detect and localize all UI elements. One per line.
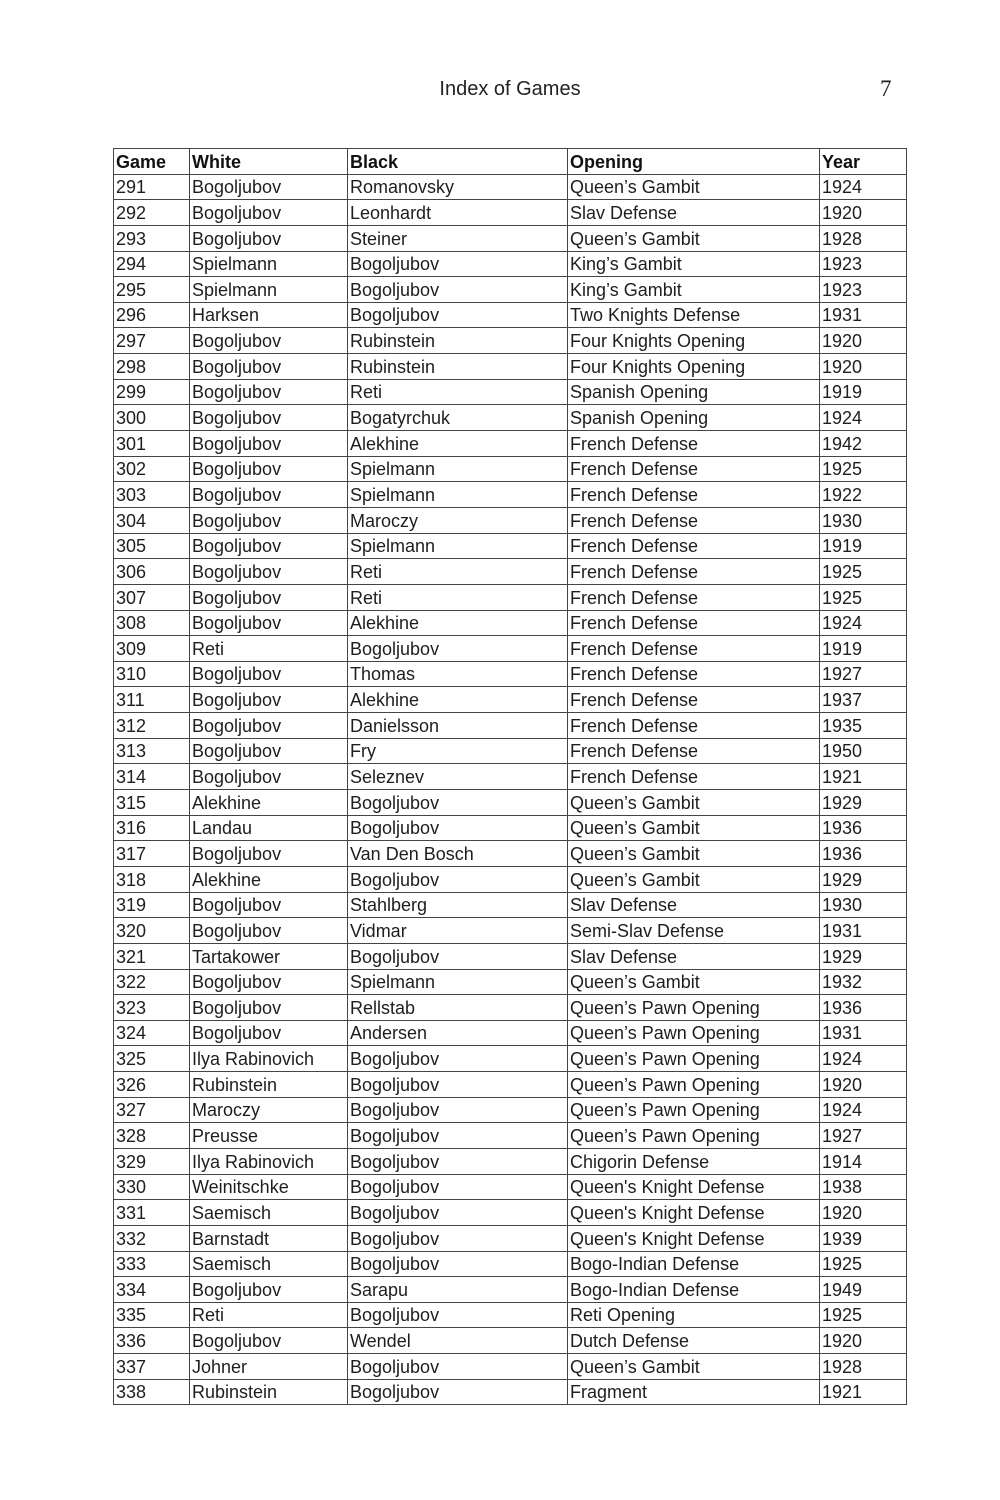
column-header-game: Game	[114, 149, 190, 175]
table-row	[114, 1379, 907, 1405]
white-player-cell: Bogoljubov	[190, 1277, 348, 1303]
year-cell: 1924	[820, 1097, 907, 1123]
table-row	[114, 328, 907, 354]
white-player-cell: Bogoljubov	[190, 174, 348, 200]
white-player-cell: Ilya Rabinovich	[190, 1046, 348, 1072]
white-player-cell: Bogoljubov	[190, 1020, 348, 1046]
black-player-cell: Bogoljubov	[348, 1072, 568, 1098]
game-number-cell: 301	[114, 431, 190, 457]
white-player-cell: Spielmann	[190, 251, 348, 277]
black-player-cell: Alekhine	[348, 431, 568, 457]
year-cell: 1919	[820, 636, 907, 662]
year-cell: 1936	[820, 995, 907, 1021]
black-player-cell: Bogoljubov	[348, 1200, 568, 1226]
white-player-cell: Bogoljubov	[190, 713, 348, 739]
black-player-cell: Bogatyrchuk	[348, 405, 568, 431]
white-player-cell: Johner	[190, 1354, 348, 1380]
game-number-cell: 295	[114, 277, 190, 303]
table-row	[114, 687, 907, 713]
opening-cell: Queen’s Pawn Opening	[568, 1123, 820, 1149]
game-number-cell: 311	[114, 687, 190, 713]
game-number-cell: 306	[114, 559, 190, 585]
opening-cell: Queen’s Gambit	[568, 969, 820, 995]
year-cell: 1920	[820, 1072, 907, 1098]
table-row	[114, 866, 907, 892]
white-player-cell: Bogoljubov	[190, 584, 348, 610]
game-number-cell: 321	[114, 943, 190, 969]
table-row	[114, 636, 907, 662]
opening-cell: Queen's Knight Defense	[568, 1225, 820, 1251]
table-row	[114, 841, 907, 867]
white-player-cell: Alekhine	[190, 790, 348, 816]
year-cell: 1928	[820, 225, 907, 251]
game-number-cell: 318	[114, 866, 190, 892]
year-cell: 1936	[820, 841, 907, 867]
year-cell: 1919	[820, 379, 907, 405]
white-player-cell: Bogoljubov	[190, 687, 348, 713]
table-row	[114, 1200, 907, 1226]
opening-cell: Queen's Knight Defense	[568, 1200, 820, 1226]
column-header-year: Year	[820, 149, 907, 175]
white-player-cell: Bogoljubov	[190, 841, 348, 867]
white-player-cell: Alekhine	[190, 866, 348, 892]
page-number: 7	[880, 76, 892, 101]
white-player-cell: Bogoljubov	[190, 610, 348, 636]
opening-cell: French Defense	[568, 559, 820, 585]
game-number-cell: 302	[114, 456, 190, 482]
year-cell: 1929	[820, 866, 907, 892]
year-cell: 1932	[820, 969, 907, 995]
table-row	[114, 790, 907, 816]
year-cell: 1949	[820, 1277, 907, 1303]
black-player-cell: Reti	[348, 559, 568, 585]
year-cell: 1938	[820, 1174, 907, 1200]
black-player-cell: Bogoljubov	[348, 636, 568, 662]
black-player-cell: Leonhardt	[348, 200, 568, 226]
year-cell: 1931	[820, 918, 907, 944]
white-player-cell: Spielmann	[190, 277, 348, 303]
column-header-opening: Opening	[568, 149, 820, 175]
white-player-cell: Bogoljubov	[190, 892, 348, 918]
opening-cell: Queen’s Pawn Opening	[568, 1020, 820, 1046]
game-number-cell: 310	[114, 661, 190, 687]
table-row	[114, 559, 907, 585]
black-player-cell: Fry	[348, 738, 568, 764]
white-player-cell: Rubinstein	[190, 1072, 348, 1098]
black-player-cell: Spielmann	[348, 456, 568, 482]
opening-cell: French Defense	[568, 764, 820, 790]
table-row	[114, 1354, 907, 1380]
opening-cell: Queen’s Gambit	[568, 815, 820, 841]
table-row	[114, 1225, 907, 1251]
black-player-cell: Steiner	[348, 225, 568, 251]
game-number-cell: 336	[114, 1328, 190, 1354]
black-player-cell: Bogoljubov	[348, 302, 568, 328]
white-player-cell: Barnstadt	[190, 1225, 348, 1251]
game-number-cell: 326	[114, 1072, 190, 1098]
opening-cell: French Defense	[568, 431, 820, 457]
white-player-cell: Bogoljubov	[190, 738, 348, 764]
table-row	[114, 815, 907, 841]
year-cell: 1920	[820, 200, 907, 226]
game-number-cell: 300	[114, 405, 190, 431]
game-number-cell: 292	[114, 200, 190, 226]
game-number-cell: 293	[114, 225, 190, 251]
black-player-cell: Spielmann	[348, 482, 568, 508]
table-row	[114, 661, 907, 687]
table-row	[114, 918, 907, 944]
game-number-cell: 319	[114, 892, 190, 918]
year-cell: 1930	[820, 892, 907, 918]
table-row	[114, 405, 907, 431]
black-player-cell: Wendel	[348, 1328, 568, 1354]
opening-cell: Four Knights Opening	[568, 354, 820, 380]
black-player-cell: Bogoljubov	[348, 1354, 568, 1380]
white-player-cell: Bogoljubov	[190, 533, 348, 559]
table-row	[114, 1046, 907, 1072]
black-player-cell: Bogoljubov	[348, 1148, 568, 1174]
year-cell: 1942	[820, 431, 907, 457]
opening-cell: Queen’s Pawn Opening	[568, 1097, 820, 1123]
year-cell: 1927	[820, 1123, 907, 1149]
black-player-cell: Bogoljubov	[348, 277, 568, 303]
white-player-cell: Landau	[190, 815, 348, 841]
black-player-cell: Spielmann	[348, 533, 568, 559]
black-player-cell: Bogoljubov	[348, 1251, 568, 1277]
black-player-cell: Bogoljubov	[348, 251, 568, 277]
white-player-cell: Bogoljubov	[190, 1328, 348, 1354]
white-player-cell: Maroczy	[190, 1097, 348, 1123]
opening-cell: Bogo-Indian Defense	[568, 1277, 820, 1303]
opening-cell: Reti Opening	[568, 1302, 820, 1328]
table-row	[114, 892, 907, 918]
year-cell: 1925	[820, 456, 907, 482]
year-cell: 1920	[820, 354, 907, 380]
opening-cell: Slav Defense	[568, 892, 820, 918]
year-cell: 1931	[820, 302, 907, 328]
black-player-cell: Bogoljubov	[348, 1379, 568, 1405]
game-number-cell: 324	[114, 1020, 190, 1046]
opening-cell: French Defense	[568, 533, 820, 559]
year-cell: 1922	[820, 482, 907, 508]
table-row	[114, 456, 907, 482]
opening-cell: French Defense	[568, 482, 820, 508]
white-player-cell: Ilya Rabinovich	[190, 1148, 348, 1174]
year-cell: 1925	[820, 584, 907, 610]
opening-cell: French Defense	[568, 507, 820, 533]
black-player-cell: Rellstab	[348, 995, 568, 1021]
game-number-cell: 332	[114, 1225, 190, 1251]
opening-cell: Two Knights Defense	[568, 302, 820, 328]
white-player-cell: Bogoljubov	[190, 764, 348, 790]
opening-cell: Four Knights Opening	[568, 328, 820, 354]
table-row	[114, 713, 907, 739]
black-player-cell: Alekhine	[348, 687, 568, 713]
table-row	[114, 1302, 907, 1328]
game-number-cell: 330	[114, 1174, 190, 1200]
table-row	[114, 1174, 907, 1200]
black-player-cell: Bogoljubov	[348, 1302, 568, 1328]
black-player-cell: Rubinstein	[348, 354, 568, 380]
game-number-cell: 304	[114, 507, 190, 533]
year-cell: 1927	[820, 661, 907, 687]
white-player-cell: Bogoljubov	[190, 918, 348, 944]
game-number-cell: 313	[114, 738, 190, 764]
games-index-table	[113, 148, 907, 1405]
opening-cell: Slav Defense	[568, 943, 820, 969]
year-cell: 1924	[820, 174, 907, 200]
table-row	[114, 379, 907, 405]
opening-cell: Queen’s Pawn Opening	[568, 1046, 820, 1072]
opening-cell: Fragment	[568, 1379, 820, 1405]
white-player-cell: Bogoljubov	[190, 661, 348, 687]
black-player-cell: Vidmar	[348, 918, 568, 944]
table-row	[114, 251, 907, 277]
black-player-cell: Danielsson	[348, 713, 568, 739]
game-number-cell: 317	[114, 841, 190, 867]
opening-cell: Slav Defense	[568, 200, 820, 226]
year-cell: 1937	[820, 687, 907, 713]
game-number-cell: 329	[114, 1148, 190, 1174]
white-player-cell: Reti	[190, 636, 348, 662]
year-cell: 1919	[820, 533, 907, 559]
white-player-cell: Rubinstein	[190, 1379, 348, 1405]
opening-cell: Queen’s Pawn Opening	[568, 1072, 820, 1098]
opening-cell: Queen’s Gambit	[568, 790, 820, 816]
white-player-cell: Bogoljubov	[190, 482, 348, 508]
year-cell: 1928	[820, 1354, 907, 1380]
game-number-cell: 331	[114, 1200, 190, 1226]
game-number-cell: 314	[114, 764, 190, 790]
white-player-cell: Bogoljubov	[190, 559, 348, 585]
black-player-cell: Spielmann	[348, 969, 568, 995]
black-player-cell: Rubinstein	[348, 328, 568, 354]
opening-cell: Semi-Slav Defense	[568, 918, 820, 944]
black-player-cell: Bogoljubov	[348, 815, 568, 841]
table-row	[114, 1020, 907, 1046]
page-title: Index of Games	[439, 78, 581, 100]
opening-cell: French Defense	[568, 713, 820, 739]
game-number-cell: 333	[114, 1251, 190, 1277]
white-player-cell: Bogoljubov	[190, 354, 348, 380]
white-player-cell: Harksen	[190, 302, 348, 328]
game-number-cell: 337	[114, 1354, 190, 1380]
game-number-cell: 308	[114, 610, 190, 636]
game-number-cell: 307	[114, 584, 190, 610]
game-number-cell: 305	[114, 533, 190, 559]
black-player-cell: Bogoljubov	[348, 790, 568, 816]
opening-cell: Queen’s Pawn Opening	[568, 995, 820, 1021]
year-cell: 1924	[820, 610, 907, 636]
year-cell: 1935	[820, 713, 907, 739]
table-row	[114, 354, 907, 380]
black-player-cell: Maroczy	[348, 507, 568, 533]
column-header-white: White	[190, 149, 348, 175]
table-row	[114, 610, 907, 636]
year-cell: 1930	[820, 507, 907, 533]
table-row	[114, 1328, 907, 1354]
table-row	[114, 277, 907, 303]
game-number-cell: 312	[114, 713, 190, 739]
game-number-cell: 328	[114, 1123, 190, 1149]
white-player-cell: Weinitschke	[190, 1174, 348, 1200]
opening-cell: French Defense	[568, 738, 820, 764]
table-row	[114, 1148, 907, 1174]
year-cell: 1914	[820, 1148, 907, 1174]
white-player-cell: Tartakower	[190, 943, 348, 969]
opening-cell: Queen’s Gambit	[568, 225, 820, 251]
table-row	[114, 200, 907, 226]
opening-cell: French Defense	[568, 636, 820, 662]
black-player-cell: Andersen	[348, 1020, 568, 1046]
table-row	[114, 174, 907, 200]
year-cell: 1929	[820, 790, 907, 816]
game-number-cell: 309	[114, 636, 190, 662]
black-player-cell: Bogoljubov	[348, 866, 568, 892]
running-head	[0, 74, 1000, 104]
black-player-cell: Romanovsky	[348, 174, 568, 200]
table-row	[114, 1277, 907, 1303]
opening-cell: French Defense	[568, 661, 820, 687]
black-player-cell: Thomas	[348, 661, 568, 687]
black-player-cell: Bogoljubov	[348, 1174, 568, 1200]
opening-cell: Queen's Knight Defense	[568, 1174, 820, 1200]
black-player-cell: Bogoljubov	[348, 1123, 568, 1149]
black-player-cell: Bogoljubov	[348, 943, 568, 969]
table-row	[114, 1097, 907, 1123]
white-player-cell: Reti	[190, 1302, 348, 1328]
opening-cell: French Defense	[568, 687, 820, 713]
black-player-cell: Reti	[348, 379, 568, 405]
year-cell: 1924	[820, 1046, 907, 1072]
black-player-cell: Van Den Bosch	[348, 841, 568, 867]
white-player-cell: Bogoljubov	[190, 507, 348, 533]
game-number-cell: 291	[114, 174, 190, 200]
table-row	[114, 533, 907, 559]
table-row	[114, 1123, 907, 1149]
game-number-cell: 325	[114, 1046, 190, 1072]
black-player-cell: Sarapu	[348, 1277, 568, 1303]
white-player-cell: Saemisch	[190, 1200, 348, 1226]
white-player-cell: Preusse	[190, 1123, 348, 1149]
white-player-cell: Bogoljubov	[190, 200, 348, 226]
year-cell: 1920	[820, 1328, 907, 1354]
opening-cell: Dutch Defense	[568, 1328, 820, 1354]
opening-cell: Queen’s Gambit	[568, 174, 820, 200]
year-cell: 1924	[820, 405, 907, 431]
black-player-cell: Seleznev	[348, 764, 568, 790]
table-header-row	[114, 149, 907, 175]
opening-cell: Queen’s Gambit	[568, 841, 820, 867]
game-number-cell: 315	[114, 790, 190, 816]
table-row	[114, 482, 907, 508]
table-row	[114, 507, 907, 533]
game-number-cell: 320	[114, 918, 190, 944]
year-cell: 1950	[820, 738, 907, 764]
game-number-cell: 334	[114, 1277, 190, 1303]
opening-cell: French Defense	[568, 456, 820, 482]
column-header-black: Black	[348, 149, 568, 175]
table-row	[114, 943, 907, 969]
game-number-cell: 294	[114, 251, 190, 277]
year-cell: 1931	[820, 1020, 907, 1046]
opening-cell: King’s Gambit	[568, 277, 820, 303]
year-cell: 1923	[820, 251, 907, 277]
year-cell: 1925	[820, 1302, 907, 1328]
opening-cell: Queen’s Gambit	[568, 866, 820, 892]
black-player-cell: Bogoljubov	[348, 1046, 568, 1072]
game-number-cell: 327	[114, 1097, 190, 1123]
table-row	[114, 1072, 907, 1098]
white-player-cell: Bogoljubov	[190, 431, 348, 457]
black-player-cell: Bogoljubov	[348, 1097, 568, 1123]
white-player-cell: Bogoljubov	[190, 969, 348, 995]
white-player-cell: Bogoljubov	[190, 405, 348, 431]
white-player-cell: Bogoljubov	[190, 379, 348, 405]
game-number-cell: 323	[114, 995, 190, 1021]
table-row	[114, 431, 907, 457]
game-number-cell: 298	[114, 354, 190, 380]
year-cell: 1920	[820, 1200, 907, 1226]
opening-cell: Spanish Opening	[568, 379, 820, 405]
black-player-cell: Reti	[348, 584, 568, 610]
game-number-cell: 316	[114, 815, 190, 841]
table-row	[114, 225, 907, 251]
white-player-cell: Bogoljubov	[190, 456, 348, 482]
table-row	[114, 995, 907, 1021]
black-player-cell: Bogoljubov	[348, 1225, 568, 1251]
white-player-cell: Bogoljubov	[190, 225, 348, 251]
opening-cell: Queen’s Gambit	[568, 1354, 820, 1380]
table-row	[114, 1251, 907, 1277]
white-player-cell: Bogoljubov	[190, 995, 348, 1021]
year-cell: 1921	[820, 764, 907, 790]
year-cell: 1929	[820, 943, 907, 969]
black-player-cell: Alekhine	[348, 610, 568, 636]
opening-cell: French Defense	[568, 610, 820, 636]
opening-cell: French Defense	[568, 584, 820, 610]
year-cell: 1921	[820, 1379, 907, 1405]
table-row	[114, 969, 907, 995]
game-number-cell: 296	[114, 302, 190, 328]
year-cell: 1925	[820, 559, 907, 585]
opening-cell: King’s Gambit	[568, 251, 820, 277]
games-table-body	[114, 174, 907, 1405]
game-number-cell: 335	[114, 1302, 190, 1328]
year-cell: 1923	[820, 277, 907, 303]
black-player-cell: Stahlberg	[348, 892, 568, 918]
white-player-cell: Bogoljubov	[190, 328, 348, 354]
white-player-cell: Saemisch	[190, 1251, 348, 1277]
opening-cell: Bogo-Indian Defense	[568, 1251, 820, 1277]
year-cell: 1936	[820, 815, 907, 841]
game-number-cell: 303	[114, 482, 190, 508]
opening-cell: Chigorin Defense	[568, 1148, 820, 1174]
game-number-cell: 297	[114, 328, 190, 354]
year-cell: 1939	[820, 1225, 907, 1251]
opening-cell: Spanish Opening	[568, 405, 820, 431]
year-cell: 1925	[820, 1251, 907, 1277]
table-row	[114, 764, 907, 790]
game-number-cell: 338	[114, 1379, 190, 1405]
game-number-cell: 322	[114, 969, 190, 995]
table-row	[114, 302, 907, 328]
year-cell: 1920	[820, 328, 907, 354]
game-number-cell: 299	[114, 379, 190, 405]
table-row	[114, 738, 907, 764]
table-row	[114, 584, 907, 610]
